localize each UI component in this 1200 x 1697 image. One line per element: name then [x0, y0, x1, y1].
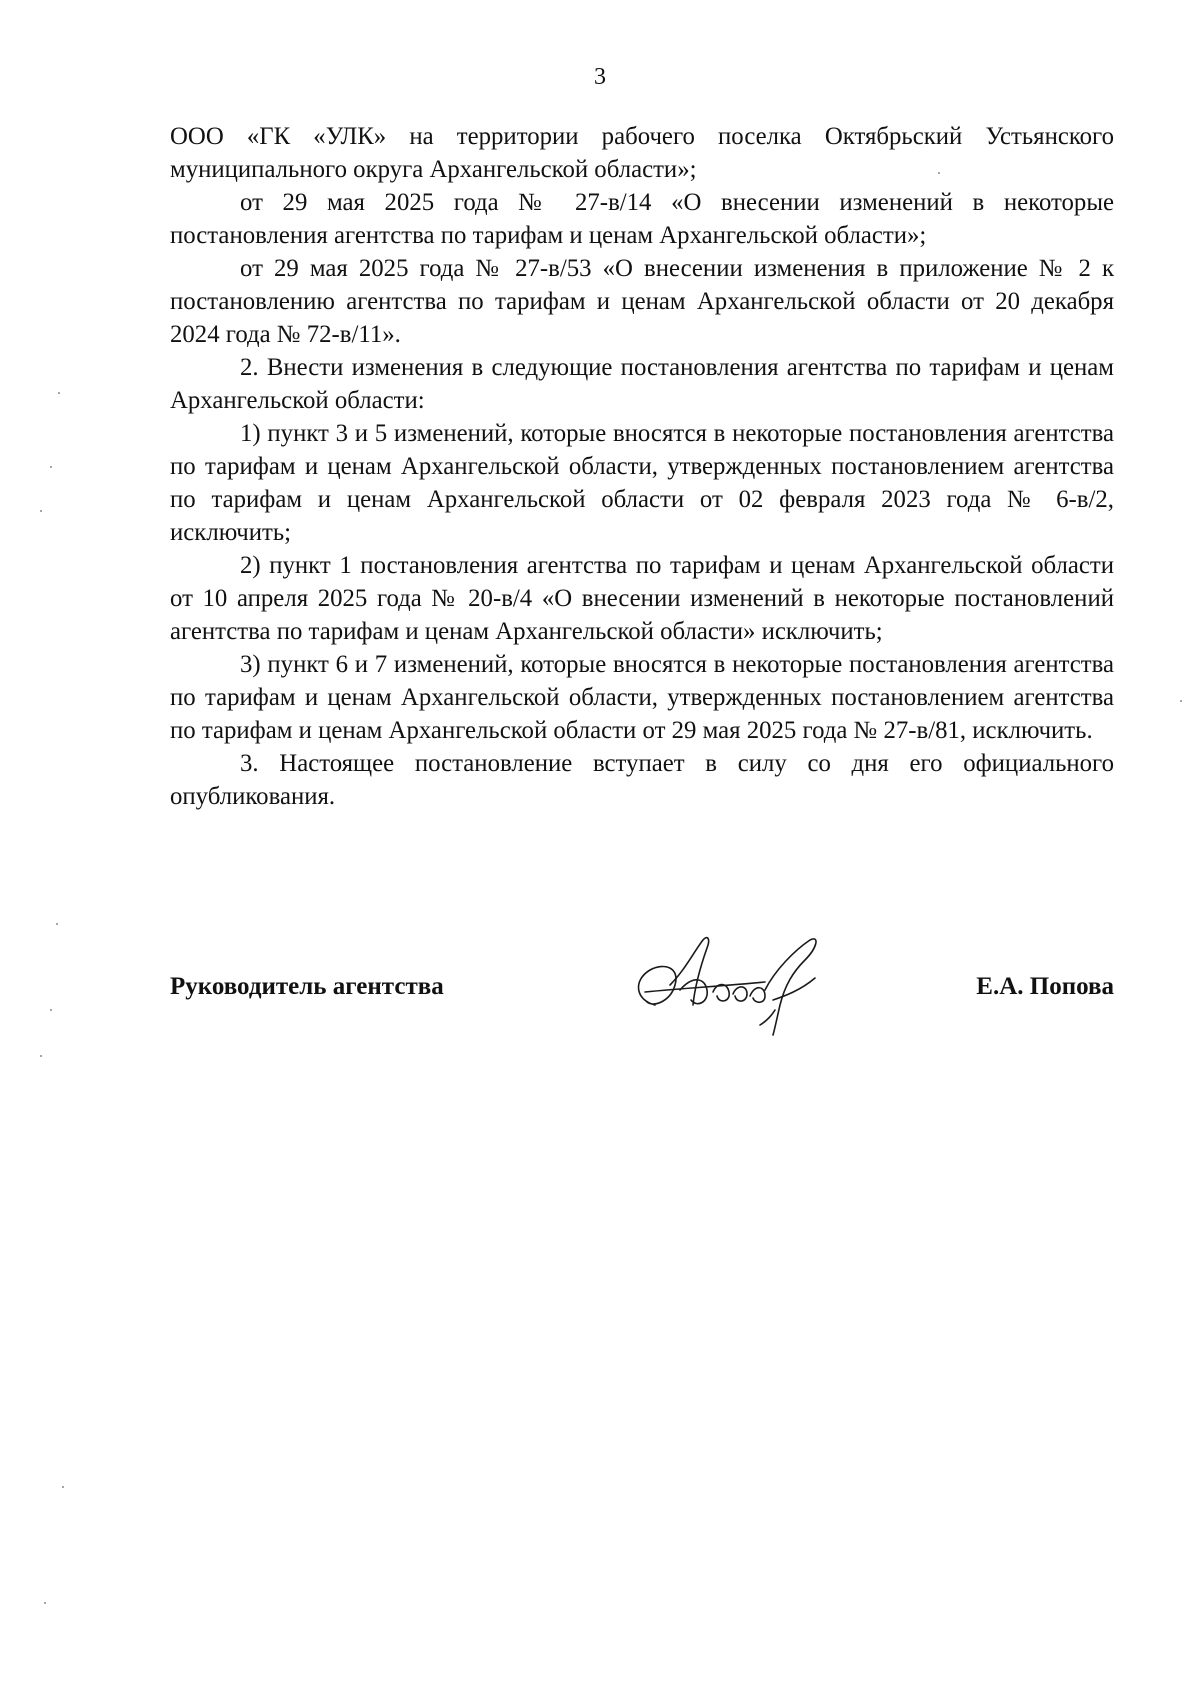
- scan-speck: [44, 1602, 46, 1604]
- paragraph: ООО «ГК «УЛК» на территории рабочего поселка Октябрьский Устьянского муниципального округа Архангельской области»;: [170, 123, 1114, 183]
- signatory-name: Е.А. Попова: [976, 973, 1114, 1000]
- scan-speck: [56, 923, 58, 925]
- scan-speck: [1180, 700, 1182, 702]
- signatory-role: Руководитель агентства: [170, 973, 444, 1000]
- scan-speck: [938, 172, 940, 174]
- signature-block: [170, 940, 1114, 1040]
- paragraph: 3) пункт 6 и 7 изменений, которые вносятся в некоторые постановления агентства по тарифам и ценам Архангельской области, утвержденных постановлением агентства по тарифам и ценам Архангельской области от 29 мая 2025 года № 27-в/81, исключить.: [170, 651, 1114, 744]
- scan-speck: [62, 1486, 64, 1488]
- paragraph: от 29 мая 2025 года № 27-в/53 «О внесении изменения в приложение № 2 к постановлению агентства по тарифам и ценам Архангельской области от 20 декабря 2024 года № 72-в/11».: [170, 255, 1114, 348]
- paragraph: 2. Внести изменения в следующие постановления агентства по тарифам и ценам Архангельской области:: [170, 354, 1114, 414]
- scan-speck: [50, 466, 52, 468]
- paragraph: 2) пункт 1 постановления агентства по тарифам и ценам Архангельской области от 10 апреля 2025 года № 20-в/4 «О внесении изменений в некоторые постановлений агентства по тарифам и ценам Архангельской области» исключить;: [170, 552, 1114, 645]
- scan-speck: [50, 1009, 52, 1011]
- handwritten-signature: [625, 930, 855, 1040]
- paragraph: от 29 мая 2025 года № 27-в/14 «О внесении изменений в некоторые постановления агентства по тарифам и ценам Архангельской области»;: [170, 189, 1114, 249]
- scan-speck: [58, 392, 60, 394]
- paragraph: 3. Настоящее постановление вступает в силу со дня его официального опубликования.: [170, 750, 1114, 810]
- document-body: [170, 120, 1114, 813]
- scan-speck: [40, 510, 42, 512]
- page-number: 3: [594, 64, 606, 90]
- paragraph: 1) пункт 3 и 5 изменений, которые вносятся в некоторые постановления агентства по тарифам и ценам Архангельской области, утвержденных постановлением агентства по тарифам и ценам Архангельской области от 02 февраля 2023 года № 6-в/2, исключить;: [170, 420, 1114, 546]
- scan-speck: [40, 1055, 42, 1057]
